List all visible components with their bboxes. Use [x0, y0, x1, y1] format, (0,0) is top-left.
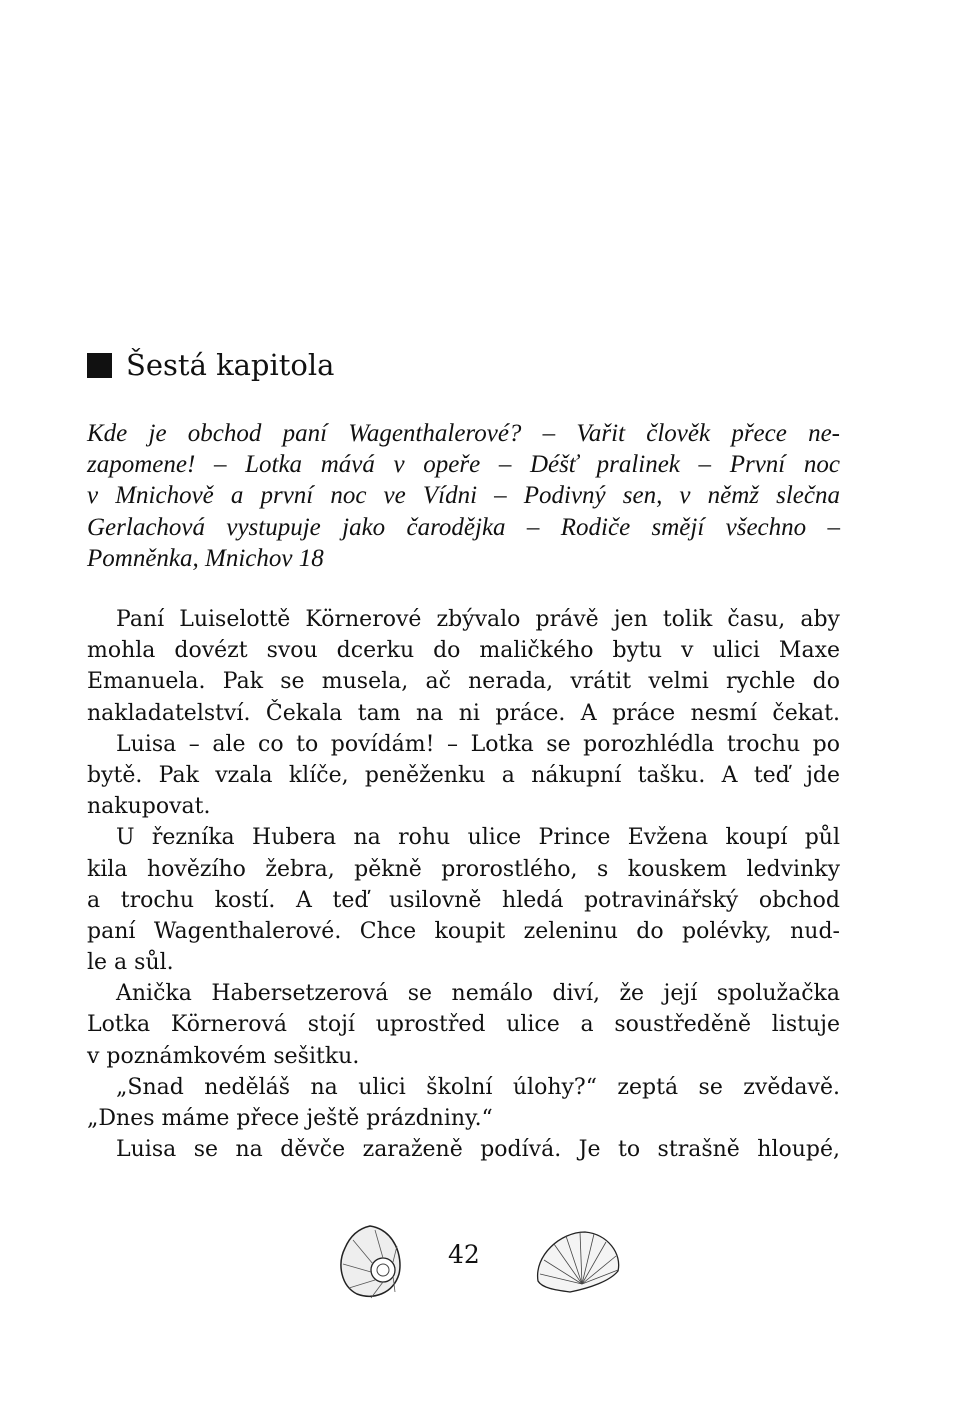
body-line: Lotka Körnerová stojí uprostřed ulice a soustředěně listuje	[87, 1012, 840, 1038]
spiral-shell-icon	[335, 1222, 405, 1302]
body-line: paní Wagenthalerové. Chce koupit zeleninu do polévky, nud-	[87, 918, 840, 944]
body-line: a trochu kostí. A teď usilovně hledá potravinářský obchod	[87, 887, 840, 913]
body-line: Luisa se na děvče zaraženě podívá. Je to strašně hloupé,	[116, 1137, 840, 1163]
summary-line: zapomene! – Lotka mává v opeře – Déšť pralinek – První noc	[87, 451, 840, 479]
body-line: nakladatelství. Čekala tam na ni práce. A práce nesmí čekat.	[87, 700, 840, 726]
chapter-title: Šestá kapitola	[126, 348, 335, 382]
body-line: „Dnes máme přece ještě prázdniny.“	[87, 1106, 493, 1131]
chapter-summary	[87, 418, 840, 574]
scallop-shell-icon	[530, 1226, 625, 1296]
chapter-heading	[87, 348, 334, 382]
body-line: Emanuela. Pak se musela, ač nerada, vrátit velmi rychle do	[87, 669, 840, 695]
summary-line: Kde je obchod paní Wagenthalerové? – Vařit člověk přece ne-	[87, 420, 840, 447]
page-footer	[330, 1222, 630, 1312]
body-line: bytě. Pak vzala klíče, peněženku a nákupní tašku. A teď jde	[87, 762, 840, 788]
summary-line: v Mnichově a první noc ve Vídni – Podivný sen, v němž slečna	[87, 482, 840, 510]
body-line: U řezníka Hubera na rohu ulice Prince Evžena koupí půl	[116, 825, 840, 851]
body-line: kila hovězího žebra, pěkně prorostlého, s kouskem ledvinky	[87, 856, 840, 882]
square-bullet-icon	[87, 353, 112, 378]
body-line: Anička Habersetzerová se nemálo diví, že její spolužačka	[116, 981, 840, 1007]
body-line: Paní Luiselottě Körnerové zbývalo právě jen tolik času, aby	[116, 607, 840, 632]
summary-line: Gerlachová vystupuje jako čarodějka – Rodiče smějí všechno –	[87, 513, 840, 541]
body-line: mohla dovézt svou dcerku do maličkého bytu v ulici Maxe	[87, 638, 840, 664]
body-line: nakupovat.	[87, 794, 211, 820]
body-line: v poznámkovém sešitku.	[87, 1043, 360, 1069]
body-text	[87, 604, 840, 1165]
body-line: Luisa – ale co to povídám! – Lotka se porozhlédla trochu po	[116, 731, 840, 757]
page-number: 42	[448, 1240, 480, 1269]
summary-line: Pomněnka, Mnichov 18	[87, 544, 324, 572]
body-line: le a sůl.	[87, 950, 174, 976]
body-line: „Snad neděláš na ulici školní úlohy?“ zeptá se zvědavě.	[116, 1074, 840, 1100]
